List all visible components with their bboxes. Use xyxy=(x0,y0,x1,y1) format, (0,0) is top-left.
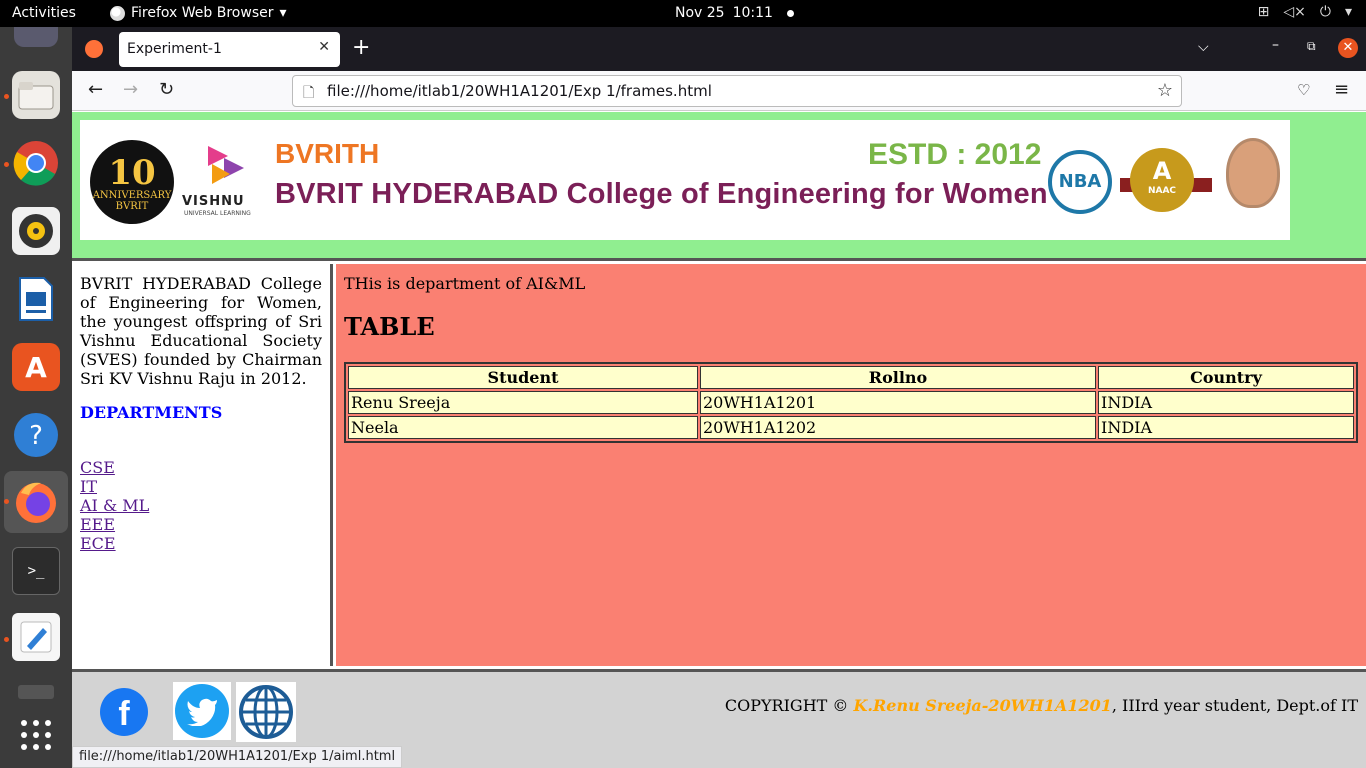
tab-title: Experiment-1 xyxy=(127,41,222,57)
chrome-icon[interactable] xyxy=(12,139,60,187)
close-tab-icon[interactable]: ✕ xyxy=(318,39,330,55)
minimize-icon[interactable]: – xyxy=(1272,37,1279,53)
vishnu-logo-icon xyxy=(206,144,246,186)
bvrith-text: BVRITH xyxy=(275,138,380,169)
student-table xyxy=(344,362,1358,443)
cell-student: Renu Sreeja xyxy=(348,391,698,414)
founder-portrait xyxy=(1226,138,1280,208)
running-indicator xyxy=(4,162,9,167)
help-icon[interactable] xyxy=(12,411,60,459)
power-icon: ⏻ xyxy=(1319,4,1331,20)
navigation-toolbar xyxy=(72,71,1366,111)
pocket-icon[interactable]: ♡ xyxy=(1297,81,1311,99)
tab-bar xyxy=(72,27,1366,71)
url-text: file:///home/itlab1/20WH1A1201/Exp 1/frames.html xyxy=(327,82,712,100)
author-name: K.Renu Sreeja-20WH1A1201 xyxy=(853,696,1112,715)
anniversary-logo: 10 ANNIVERSARY BVRIT xyxy=(90,140,174,224)
app-center-icon[interactable]: A xyxy=(12,343,60,391)
svg-text:?: ? xyxy=(29,421,43,451)
libreoffice-impress-icon[interactable] xyxy=(12,275,60,323)
activities-button[interactable]: Activities xyxy=(12,5,76,21)
time: 10:11 xyxy=(732,5,773,21)
list-all-tabs-icon[interactable]: ⌵ xyxy=(1198,39,1209,55)
department-links xyxy=(80,458,149,553)
running-indicator xyxy=(4,499,9,504)
college-description: BVRIT HYDERABAD College of Engineering for Women, the youngest offspring of Sri Vishnu Educational Society (SVES) founded by Chairman Sri KV Vishnu Raju in 2012. xyxy=(80,274,322,388)
clock[interactable] xyxy=(675,5,794,21)
back-icon[interactable]: ← xyxy=(88,79,104,100)
reload-icon[interactable]: ↻ xyxy=(159,79,175,100)
header-rollno: Rollno xyxy=(700,366,1096,389)
copyright-prefix: COPYRIGHT © xyxy=(724,696,849,715)
status-url: file:///home/itlab1/20WH1A1201/Exp 1/aiml.html xyxy=(72,746,402,768)
partial-dock-icon[interactable] xyxy=(18,685,54,699)
browser-window xyxy=(72,27,1366,768)
facebook-icon[interactable]: f xyxy=(100,688,148,736)
department-intro: THis is department of AI&ML xyxy=(344,274,586,293)
globe-icon[interactable] xyxy=(236,682,296,742)
files-icon[interactable] xyxy=(12,71,60,119)
vishnu-subtext: UNIVERSAL LEARNING xyxy=(184,210,251,217)
app-menu[interactable] xyxy=(110,5,287,21)
firefox-app-icon xyxy=(110,6,125,21)
bookmark-star-icon[interactable]: ☆ xyxy=(1156,80,1173,101)
college-banner xyxy=(80,120,1290,240)
partial-dock-icon[interactable] xyxy=(14,27,58,47)
link-ai-ml[interactable]: AI & ML xyxy=(80,496,150,515)
tray-chevron-icon: ▾ xyxy=(1344,4,1352,20)
link-ece[interactable]: ECE xyxy=(80,534,116,553)
url-bar[interactable] xyxy=(292,75,1182,107)
header-frame xyxy=(72,112,1366,261)
table-header-row xyxy=(348,366,1354,389)
running-indicator xyxy=(4,94,9,99)
cell-rollno: 20WH1A1202 xyxy=(700,416,1096,439)
college-name: BVRIT HYDERABAD College of Engineering for Women xyxy=(275,178,1048,210)
table-row xyxy=(348,416,1354,439)
cell-country: INDIA xyxy=(1098,391,1354,414)
tab-experiment-1[interactable] xyxy=(119,32,340,67)
link-it[interactable]: IT xyxy=(80,477,97,496)
show-apps-icon[interactable] xyxy=(12,711,60,759)
maximize-icon[interactable]: ⧉ xyxy=(1307,39,1316,53)
app-menu-label: Firefox Web Browser xyxy=(131,5,274,21)
new-tab-button[interactable]: + xyxy=(352,35,371,60)
notification-dot-icon xyxy=(787,10,794,17)
cell-student: Neela xyxy=(348,416,698,439)
terminal-icon[interactable]: >_ xyxy=(12,547,60,595)
volume-icon: ◁× xyxy=(1283,4,1306,20)
link-cse[interactable]: CSE xyxy=(80,458,115,477)
link-eee[interactable]: EEE xyxy=(80,515,116,534)
system-top-bar xyxy=(0,0,1366,27)
dock xyxy=(0,27,72,768)
text-editor-icon[interactable] xyxy=(12,613,60,661)
estd-text: ESTD : 2012 xyxy=(868,138,1042,171)
copyright-text xyxy=(725,696,1358,715)
system-tray[interactable] xyxy=(1258,4,1352,20)
date: Nov 25 xyxy=(675,5,725,21)
header-country: Country xyxy=(1098,366,1354,389)
naac-logo: A NAAC xyxy=(1130,148,1194,212)
page-icon: 🗋 xyxy=(303,85,315,101)
twitter-icon[interactable] xyxy=(173,682,231,740)
copyright-suffix: , IIIrd year student, Dept.of IT xyxy=(1111,696,1358,715)
close-window-icon[interactable]: ✕ xyxy=(1338,38,1358,58)
nba-logo: NBA xyxy=(1048,150,1112,214)
firefox-icon[interactable] xyxy=(12,478,60,526)
cell-country: INDIA xyxy=(1098,416,1354,439)
forward-icon[interactable]: → xyxy=(123,79,139,100)
header-student: Student xyxy=(348,366,698,389)
rhythmbox-icon[interactable] xyxy=(12,207,60,255)
running-indicator xyxy=(4,637,9,642)
table-heading: TABLE xyxy=(344,312,435,341)
departments-heading: DEPARTMENTS xyxy=(80,403,223,422)
firefox-view-icon[interactable] xyxy=(85,40,103,58)
left-nav-frame xyxy=(72,264,333,666)
cell-rollno: 20WH1A1201 xyxy=(700,391,1096,414)
vishnu-text: VISHNU xyxy=(182,194,245,209)
chevron-down-icon: ▾ xyxy=(279,5,287,21)
table-row xyxy=(348,391,1354,414)
network-icon: ⊞ xyxy=(1257,4,1270,20)
content-frame xyxy=(336,264,1366,666)
hamburger-menu-icon[interactable]: ≡ xyxy=(1334,79,1350,100)
